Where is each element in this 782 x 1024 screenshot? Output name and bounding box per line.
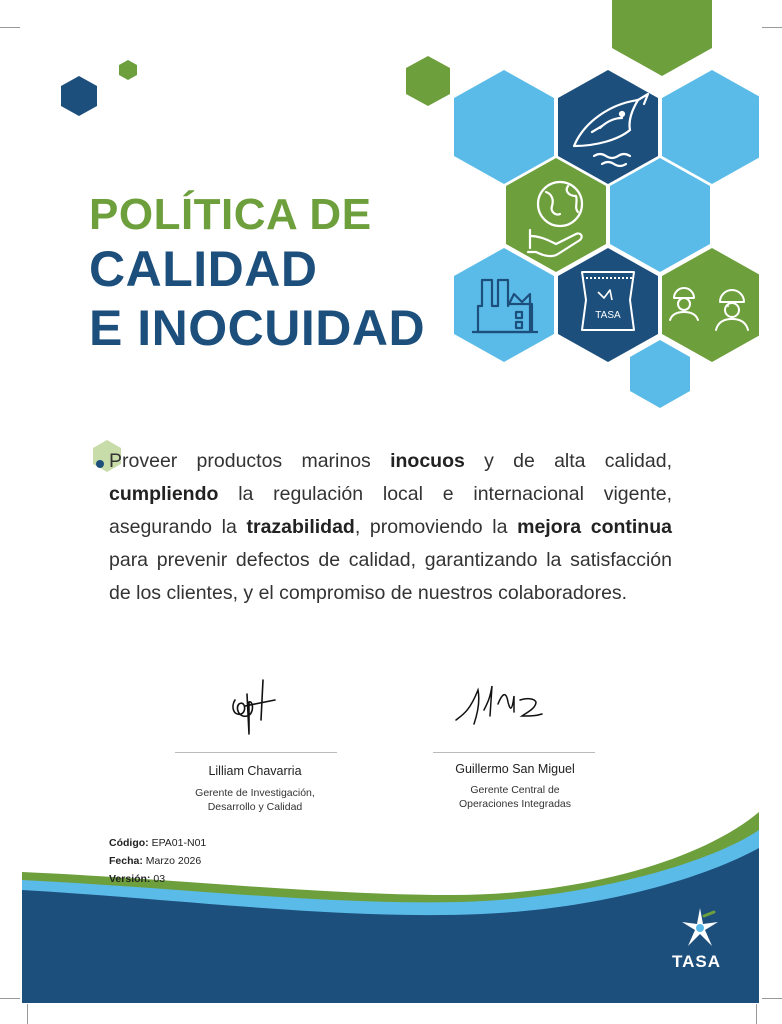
version-meta	[109, 873, 165, 885]
title-line-1: POLÍTICA DE	[89, 190, 372, 239]
signatory-1-name: Lilliam Chavarria	[208, 764, 302, 778]
tasa-logo-icon	[678, 906, 722, 950]
signatory-1-role-2: Desarrollo y Calidad	[207, 801, 303, 813]
signatory-2-name: Guillermo San Miguel	[455, 762, 575, 776]
policy-text: , promoviendo la	[354, 516, 518, 538]
policy-bold: cumpliendo	[109, 483, 219, 505]
code-label: Código:	[109, 837, 149, 849]
policy-bold: mejora continua	[517, 516, 672, 538]
version-value: 03	[153, 873, 166, 885]
signatory-2-role-1: Gerente Central de	[470, 784, 560, 796]
title-line-3: E INOCUIDAD	[89, 300, 426, 356]
crop-mark	[0, 998, 20, 999]
policy-text: para prevenir defectos de calidad, garantizando la satisfacción de los clientes, y el compromiso de nuestros colaboradores.	[109, 549, 672, 604]
policy-bold: inocuos	[390, 450, 465, 472]
date-value: Marzo 2026	[145, 855, 202, 867]
bag-label: TASA	[595, 310, 621, 321]
bottom-wave	[22, 0, 759, 1003]
code-value: EPA01-N01	[151, 837, 207, 849]
policy-bold: trazabilidad	[246, 516, 355, 538]
signatory-1-role-1: Gerente de Investigación,	[195, 787, 315, 799]
policy-page	[22, 0, 759, 1003]
date-label: Fecha:	[109, 855, 143, 867]
tasa-logo-text: TASA	[672, 952, 722, 971]
crop-mark	[762, 998, 782, 999]
crop-mark	[756, 1004, 757, 1024]
date-meta	[109, 855, 201, 867]
crop-mark	[762, 27, 782, 28]
crop-mark	[0, 27, 20, 28]
version-label: Versión:	[109, 873, 151, 885]
policy-text: la regulación local e internacional vigente, asegurando la	[109, 483, 672, 538]
policy-text: y de alta calidad,	[464, 450, 672, 472]
title-line-2: CALIDAD	[89, 241, 318, 297]
crop-mark	[27, 1004, 28, 1024]
signatory-2-role-2: Operaciones Integradas	[458, 798, 572, 810]
code-meta	[109, 837, 206, 849]
policy-text: Proveer productos marinos	[109, 450, 391, 472]
